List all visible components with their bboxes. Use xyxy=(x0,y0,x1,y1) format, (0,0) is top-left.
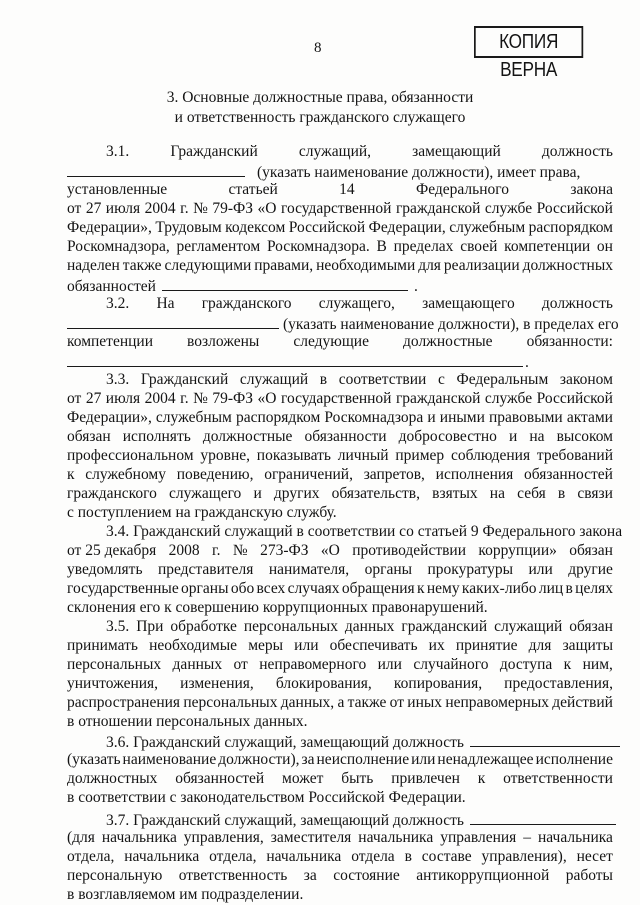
word: начальника xyxy=(266,848,342,865)
word: государственной xyxy=(280,200,392,217)
word: уровне, xyxy=(200,447,250,464)
word: 79-ФЗ xyxy=(212,200,254,217)
fill-in-blank[interactable] xyxy=(67,161,245,177)
word: или xyxy=(528,561,553,578)
word: высоком xyxy=(556,428,613,445)
word: закона xyxy=(570,181,613,198)
word: служебным xyxy=(449,219,526,236)
word: распорядком xyxy=(235,409,321,426)
word: другие xyxy=(568,561,613,578)
word: принимать xyxy=(67,637,138,654)
word: на xyxy=(529,428,545,445)
word: связи xyxy=(577,485,613,502)
word: Трудовым xyxy=(155,219,222,236)
section-title-line-2: и ответственность гражданского служащего xyxy=(174,109,466,126)
word: обязательств, xyxy=(331,485,420,502)
word: исполнение xyxy=(535,751,613,768)
word: Роскомнадзора. xyxy=(266,238,370,255)
word: компетенции xyxy=(67,333,154,350)
word: в xyxy=(319,371,328,388)
certified-copy-stamp: КОПИЯ ВЕРНА xyxy=(474,26,583,58)
word: себя xyxy=(517,485,546,502)
word: антикоррупционной xyxy=(416,867,550,884)
word: для xyxy=(418,257,441,274)
word: соблюдения xyxy=(450,447,531,464)
word: служащий xyxy=(239,371,309,388)
word: г. xyxy=(180,390,189,407)
paragraph-line xyxy=(67,199,613,219)
paragraph-line: 3.4. Гражданский служащий в соответствии со статьей 9 Федерального закона xyxy=(106,523,623,540)
word: в xyxy=(565,580,573,597)
word: наименование xyxy=(122,751,217,768)
word: замещающего xyxy=(422,295,515,312)
word: Гражданский xyxy=(170,143,258,160)
word: должностных xyxy=(67,770,158,787)
word: персональную xyxy=(67,867,163,884)
word: Федеральным xyxy=(456,371,549,388)
word: требований xyxy=(536,447,613,464)
fill-in-blank[interactable] xyxy=(470,731,620,747)
paragraph-line xyxy=(67,408,613,428)
paragraph-line xyxy=(67,332,613,352)
word: обязан xyxy=(569,618,613,635)
word: или xyxy=(377,656,402,673)
section-title-line-1: 3. Основные должностные права, обязанности xyxy=(166,89,474,106)
word: показывать xyxy=(256,447,331,464)
word: компетенции xyxy=(504,238,591,255)
word: обязан xyxy=(67,428,111,445)
word: управления xyxy=(440,829,517,846)
word: он xyxy=(596,238,613,255)
word: исполнять xyxy=(122,428,191,445)
word: распорядком xyxy=(528,219,613,236)
word: № xyxy=(232,542,248,559)
paragraph-line xyxy=(67,750,613,770)
word: личный xyxy=(337,447,389,464)
word: Гражданский xyxy=(140,371,229,388)
word: правами, xyxy=(254,257,314,274)
word: государственные xyxy=(67,580,179,597)
paragraph-line: в отношении персональных данных. xyxy=(67,713,308,730)
word: неправомерных xyxy=(445,694,549,711)
paragraph-line xyxy=(67,218,613,238)
word: в xyxy=(404,848,412,865)
word: Роскомнадзора xyxy=(324,409,424,426)
word: на xyxy=(489,485,505,502)
word: необходимыми xyxy=(316,257,416,274)
word: 2004 xyxy=(144,200,176,217)
word: неправомерного xyxy=(259,656,367,673)
line-text: 3.6. Гражданский служащий, замещающий должность xyxy=(106,734,464,751)
word: реализации xyxy=(443,257,520,274)
word: за xyxy=(301,751,315,768)
word: 3.5. xyxy=(106,618,130,635)
word: может xyxy=(282,770,324,787)
word: обо xyxy=(230,580,255,597)
line-text: . xyxy=(525,354,529,371)
word: В xyxy=(376,238,387,255)
word: также xyxy=(122,257,162,274)
word: данных xyxy=(172,656,223,673)
word: служащего, xyxy=(318,295,395,312)
word: служащий xyxy=(494,618,563,635)
word: от xyxy=(67,200,82,217)
line-text: обязанностей xyxy=(67,278,156,295)
line-text: . xyxy=(413,278,418,295)
word: каких-либо xyxy=(461,580,537,597)
paragraph-line: в соответствии с законодательством Российской Федерации. xyxy=(67,789,466,806)
word: обязан xyxy=(569,542,613,559)
word: г. xyxy=(212,542,221,559)
paragraph-line xyxy=(67,866,613,886)
word: или xyxy=(294,637,319,654)
fill-in-blank[interactable] xyxy=(470,809,616,825)
word: за xyxy=(303,867,317,884)
word: службе xyxy=(484,390,533,407)
word: исполнения xyxy=(435,466,514,483)
word: ответственность xyxy=(178,867,288,884)
word: к xyxy=(67,466,75,483)
fill-in-blank[interactable] xyxy=(67,313,279,329)
word: органы xyxy=(181,580,229,597)
word: пример xyxy=(395,447,445,464)
word: служебному xyxy=(85,466,166,483)
word: Федерации, xyxy=(368,219,446,236)
word: служащий, xyxy=(298,143,372,160)
word: начальника xyxy=(101,829,177,846)
word: июля xyxy=(105,200,141,217)
paragraph-line xyxy=(67,484,613,504)
word: 27 xyxy=(85,200,102,217)
word: иными xyxy=(439,409,485,426)
word: изменения, xyxy=(180,675,254,692)
paragraph-line xyxy=(67,655,613,675)
word: принятие xyxy=(455,637,518,654)
word: обязанности: xyxy=(526,333,613,350)
word: также xyxy=(347,694,387,711)
paragraph-line xyxy=(67,465,613,485)
word: к xyxy=(417,580,425,597)
word: При xyxy=(136,618,164,635)
word: других xyxy=(273,485,320,502)
word: и xyxy=(508,428,518,445)
paragraph-line: склонения его к совершению коррупционных правонарушений. xyxy=(67,599,488,616)
line-text: (указать наименование должности), имеет права, xyxy=(257,164,581,181)
word: 3.1. xyxy=(106,143,130,160)
word: прокуратуры xyxy=(427,561,514,578)
word: блокирования, xyxy=(275,675,372,692)
paragraph-line xyxy=(106,142,613,162)
word: данных xyxy=(344,618,395,635)
word: Российской xyxy=(288,219,366,236)
word: возложены xyxy=(187,333,260,350)
word: для xyxy=(528,637,552,654)
word: Роскомнадзора, xyxy=(67,238,170,255)
word: № xyxy=(193,390,208,407)
word: управления), xyxy=(481,848,567,865)
word: всех xyxy=(256,580,286,597)
word: отдела, xyxy=(209,848,257,865)
word: несет xyxy=(576,848,613,865)
word: ненадлежащее xyxy=(437,751,534,768)
word: копирования, xyxy=(393,675,483,692)
word: 3.2. xyxy=(106,295,130,312)
paragraph-line: в возглавляемом им подразделении. xyxy=(67,886,304,903)
word: и xyxy=(253,485,262,502)
word: законом xyxy=(559,371,613,388)
word: «О xyxy=(320,542,340,559)
word: пределах xyxy=(393,238,454,255)
word: обработке xyxy=(170,618,237,635)
word: начальника xyxy=(124,848,200,865)
paragraph-line xyxy=(67,237,613,257)
word: 79-ФЗ xyxy=(212,390,254,407)
word: а xyxy=(337,694,345,711)
paragraph-line xyxy=(67,674,613,694)
word: профессиональном xyxy=(67,447,194,464)
paragraph-line xyxy=(67,847,613,867)
word: неисполнение xyxy=(316,751,410,768)
word: обращения xyxy=(341,580,415,597)
word: случайного xyxy=(413,656,489,673)
word: «О xyxy=(257,200,277,217)
word: наделен xyxy=(67,257,120,274)
word: обязанностей xyxy=(524,466,613,483)
word: распространения xyxy=(67,694,181,711)
word: уведомлять xyxy=(67,561,143,578)
paragraph-line xyxy=(67,446,613,466)
word: должность xyxy=(541,295,613,312)
word: персональных xyxy=(243,618,338,635)
word: государственной xyxy=(280,390,392,407)
paragraph-line xyxy=(67,828,613,848)
word: нему xyxy=(426,580,460,597)
word: ограничений, xyxy=(264,466,353,483)
word: действий xyxy=(552,694,613,711)
word: случаях xyxy=(287,580,340,597)
word: своей xyxy=(460,238,498,255)
word: ответственности xyxy=(503,770,613,787)
word: предоставления, xyxy=(504,675,613,692)
word: управления, xyxy=(183,829,264,846)
word: замещающий xyxy=(412,143,501,160)
paragraph-line xyxy=(106,294,613,314)
word: органы xyxy=(364,561,413,578)
paragraph-line xyxy=(67,693,613,713)
word: коррупции» xyxy=(478,542,557,559)
paragraph-line xyxy=(67,541,613,561)
word: работы xyxy=(565,867,613,884)
word: от xyxy=(67,390,82,407)
word: (указать xyxy=(67,751,121,768)
line-text: 3.7. Гражданский служащий, замещающий должность xyxy=(106,812,464,829)
paragraph-line xyxy=(67,579,613,599)
word: 27 xyxy=(85,390,102,407)
word: иных xyxy=(407,694,443,711)
line-text: (указать наименование должности), в пределах его xyxy=(283,316,619,333)
word: следующими xyxy=(164,257,252,274)
word: привлечен xyxy=(391,770,460,787)
word: гражданский xyxy=(401,618,488,635)
word: к xyxy=(477,770,486,787)
word: обеспечивать xyxy=(329,637,418,654)
word: добросовестно xyxy=(398,428,497,445)
word: Российской xyxy=(536,390,613,407)
word: отдела xyxy=(351,848,395,865)
word: «О xyxy=(257,390,277,407)
word: отдела, xyxy=(67,848,115,865)
word: (для xyxy=(67,829,95,846)
paragraph-line xyxy=(67,769,613,789)
word: актами xyxy=(566,409,613,426)
word: кодексом xyxy=(225,219,286,236)
word: начальника xyxy=(538,829,613,846)
word: должностные xyxy=(403,333,493,350)
word: 2004 xyxy=(144,390,176,407)
word: данных, xyxy=(280,694,335,711)
word: их xyxy=(428,637,445,654)
word: должностные xyxy=(202,428,293,445)
word: статьей xyxy=(228,181,278,198)
word: ним, xyxy=(582,656,613,673)
word: обязанности xyxy=(304,428,387,445)
word: поведению, xyxy=(176,466,254,483)
word: Федерации», xyxy=(67,219,152,236)
paragraph-line xyxy=(67,560,613,580)
paragraph-line xyxy=(67,427,613,447)
paragraph-line xyxy=(106,617,613,637)
word: г. xyxy=(180,200,189,217)
word: и xyxy=(427,409,436,426)
paragraph-line: с поступлением на гражданскую службу. xyxy=(67,504,337,521)
word: к xyxy=(563,656,572,673)
word: гражданской xyxy=(395,390,481,407)
word: гражданского xyxy=(67,485,157,502)
word: составе xyxy=(421,848,472,865)
fill-in-blank[interactable] xyxy=(162,275,408,291)
word: от xyxy=(233,656,248,673)
word: в xyxy=(557,485,566,502)
word: от xyxy=(389,694,404,711)
word: установленные xyxy=(67,181,168,198)
page-number: 8 xyxy=(314,40,322,56)
word: взятых xyxy=(432,485,478,502)
word: защиты xyxy=(562,637,613,654)
word: начальника xyxy=(358,829,434,846)
word: июля xyxy=(105,390,141,407)
word: быть xyxy=(341,770,374,787)
word: Российской xyxy=(536,200,613,217)
word: На xyxy=(156,295,175,312)
paragraph-line xyxy=(67,636,613,656)
word: 273-ФЗ xyxy=(260,542,309,559)
word: должности), xyxy=(218,751,300,768)
word: гражданской xyxy=(395,200,481,217)
word: 14 xyxy=(339,181,355,198)
word: запретов, xyxy=(363,466,425,483)
word: доступа xyxy=(499,656,553,673)
word: персональных xyxy=(183,694,278,711)
word: Федерального xyxy=(415,181,509,198)
word: служебным xyxy=(155,409,232,426)
paragraph-line xyxy=(67,180,613,200)
word: лиц xyxy=(538,580,564,597)
word: заместителя xyxy=(270,829,352,846)
fill-in-blank[interactable] xyxy=(67,351,523,367)
word: необходимые xyxy=(149,637,238,654)
word: № xyxy=(193,200,208,217)
word: 2008 xyxy=(168,542,200,559)
paragraph-line xyxy=(67,389,613,409)
word: 3.3. xyxy=(106,371,130,388)
word: уничтожения, xyxy=(67,675,159,692)
paragraph-line xyxy=(67,256,613,276)
word: следующие xyxy=(293,333,369,350)
word: должность xyxy=(541,143,613,160)
word: противодействии xyxy=(352,542,467,559)
word: целях xyxy=(575,580,613,597)
word: или xyxy=(411,751,436,768)
word: состояние xyxy=(333,867,400,884)
word: – xyxy=(523,829,532,846)
word: правовыми xyxy=(489,409,563,426)
word: персональных xyxy=(67,656,162,673)
word: соответствии xyxy=(338,371,427,388)
word: от 25 декабря xyxy=(67,542,157,559)
paragraph-line xyxy=(106,370,613,390)
word: регламентом xyxy=(176,238,261,255)
word: гражданского xyxy=(201,295,292,312)
word: нанимателя, xyxy=(268,561,350,578)
word: служащего xyxy=(169,485,242,502)
word: должностных xyxy=(522,257,613,274)
word: представителя xyxy=(157,561,254,578)
word: Федерации», xyxy=(67,409,152,426)
word: с xyxy=(437,371,445,388)
word: службе xyxy=(484,200,533,217)
word: меры xyxy=(248,637,284,654)
word: обязанностей xyxy=(175,770,265,787)
